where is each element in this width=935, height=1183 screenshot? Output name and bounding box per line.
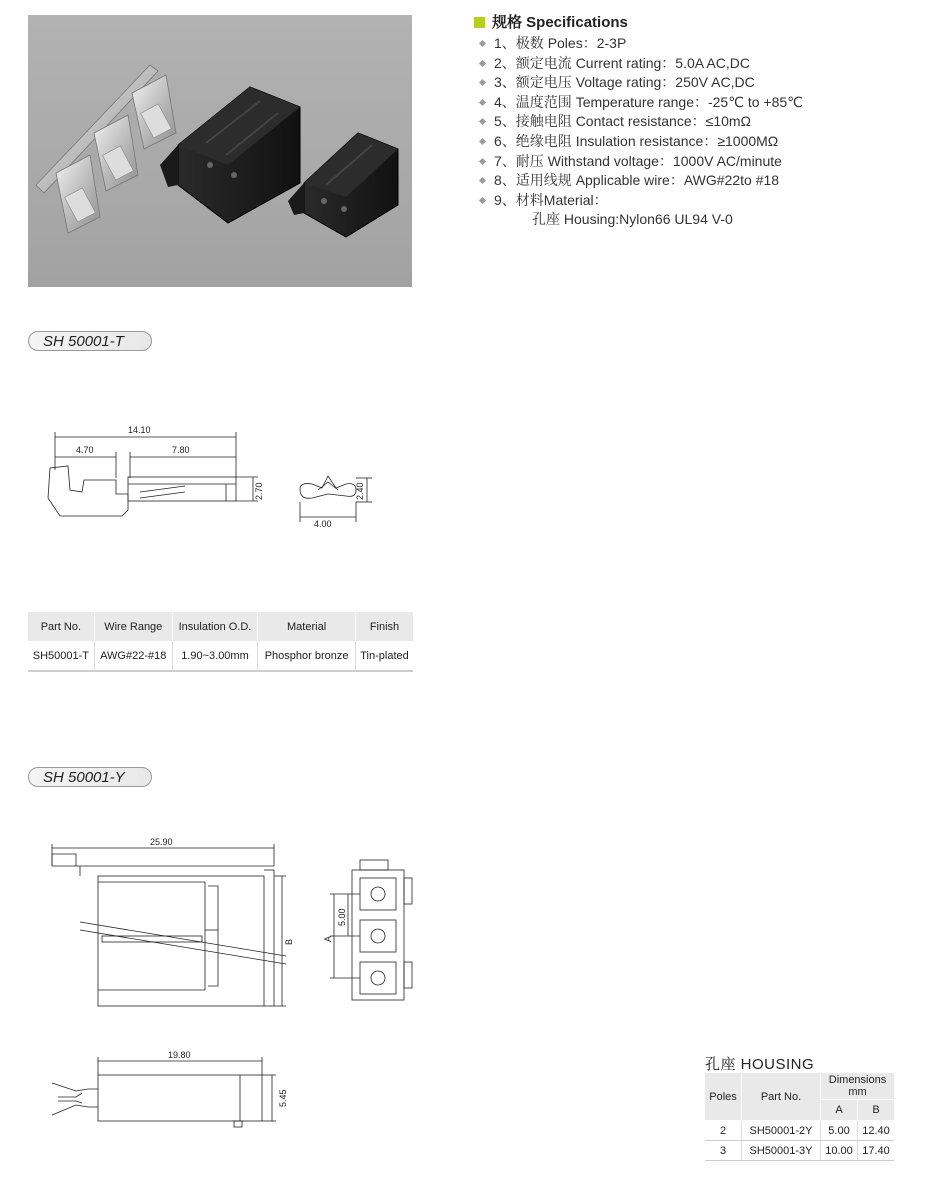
column-header-poles: Poles <box>705 1073 742 1121</box>
table-cell: 2 <box>705 1121 742 1141</box>
dim-bottom-height: 5.45 <box>278 1089 288 1107</box>
spec-item: 9、材料Material： <box>474 191 914 211</box>
table-cell: Tin-plated <box>355 641 413 671</box>
table-cell: SH50001-3Y <box>742 1141 821 1161</box>
spec-item: 2、额定电流 Current rating：5.0A AC,DC <box>474 54 914 74</box>
spec-item: 6、绝缘电阻 Insulation resistance：≥1000MΩ <box>474 132 914 152</box>
bullet-diamond-icon <box>479 197 486 204</box>
dim-bottom-length: 19.80 <box>168 1050 191 1060</box>
column-header-dimensions: Dimensions mm <box>821 1073 895 1100</box>
spec-item: 8、适用线规 Applicable wire：AWG#22to #18 <box>474 171 914 191</box>
housing-bottom-drawing <box>0 1045 300 1135</box>
column-header: Finish <box>355 612 413 641</box>
dim-crimp: 4.70 <box>76 445 94 455</box>
column-header: Wire Range <box>94 612 172 641</box>
terminal-drawing <box>0 420 420 540</box>
housing-table-title: 孔座 HOUSING <box>705 1056 815 1073</box>
table-row <box>28 641 413 671</box>
table-cell: AWG#22-#18 <box>94 641 172 671</box>
dim-end-height: 2.40 <box>355 482 365 500</box>
table-cell: 3 <box>705 1141 742 1161</box>
table-header-row <box>705 1073 894 1100</box>
specifications-heading: 规格 Specifications <box>474 12 914 34</box>
table-cell: 5.00 <box>821 1121 858 1141</box>
table-cell: 17.40 <box>858 1141 894 1161</box>
column-header: Material <box>258 612 356 641</box>
section-label-terminal: SH 50001-T <box>28 331 152 351</box>
column-header: Part No. <box>28 612 94 641</box>
terminal-table <box>28 612 413 672</box>
table-cell: SH50001-2Y <box>742 1121 821 1141</box>
spec-item: 3、额定电压 Voltage rating：250V AC,DC <box>474 73 914 93</box>
bullet-diamond-icon <box>479 99 486 106</box>
spec-item: 1、极数 Poles：2-3P <box>474 34 914 54</box>
bullet-diamond-icon <box>479 60 486 67</box>
table-row <box>705 1141 894 1161</box>
bullet-diamond-icon <box>479 40 486 47</box>
spec-material-housing: 孔座 Housing:Nylon66 UL94 V-0 <box>532 211 733 228</box>
column-header-part: Part No. <box>742 1073 821 1121</box>
spec-item: 5、接触电阻 Contact resistance：≤10mΩ <box>474 112 914 132</box>
column-header-b: B <box>858 1100 894 1121</box>
column-header: Insulation O.D. <box>172 612 257 641</box>
bullet-diamond-icon <box>479 138 486 145</box>
specifications <box>474 12 914 230</box>
table-cell: Phosphor bronze <box>258 641 356 671</box>
dim-housing-length: 25.90 <box>150 837 173 847</box>
spec-item: 7、耐压 Withstand voltage：1000V AC/minute <box>474 152 914 172</box>
table-cell: SH50001-T <box>28 641 94 671</box>
bullet-diamond-icon <box>479 118 486 125</box>
bullet-diamond-icon <box>479 177 486 184</box>
table-header-row <box>28 612 413 641</box>
dim-housing-a: A <box>323 935 333 942</box>
housing-side-drawing <box>0 830 430 1040</box>
bullet-square-icon <box>474 17 485 28</box>
dim-height: 2.70 <box>254 482 264 500</box>
section-label-housing: SH 50001-Y <box>28 767 152 787</box>
column-header-a: A <box>821 1100 858 1121</box>
product-photo <box>28 15 412 287</box>
housing-table <box>705 1073 894 1161</box>
table-cell: 12.40 <box>858 1121 894 1141</box>
bullet-diamond-icon <box>479 158 486 165</box>
dim-housing-b: B <box>284 938 294 945</box>
dim-contact: 7.80 <box>172 445 190 455</box>
bullet-diamond-icon <box>479 79 486 86</box>
spec-item: 4、温度范围 Temperature range：-25℃ to +85℃ <box>474 93 914 113</box>
table-row <box>705 1121 894 1141</box>
product-photo-drawing <box>28 15 412 287</box>
table-cell: 1.90~3.00mm <box>172 641 257 671</box>
table-cell: 10.00 <box>821 1141 858 1161</box>
dim-end-width: 4.00 <box>314 519 332 529</box>
dim-total: 14.10 <box>128 425 151 435</box>
dim-housing-pitch: 5.00 <box>337 908 347 926</box>
